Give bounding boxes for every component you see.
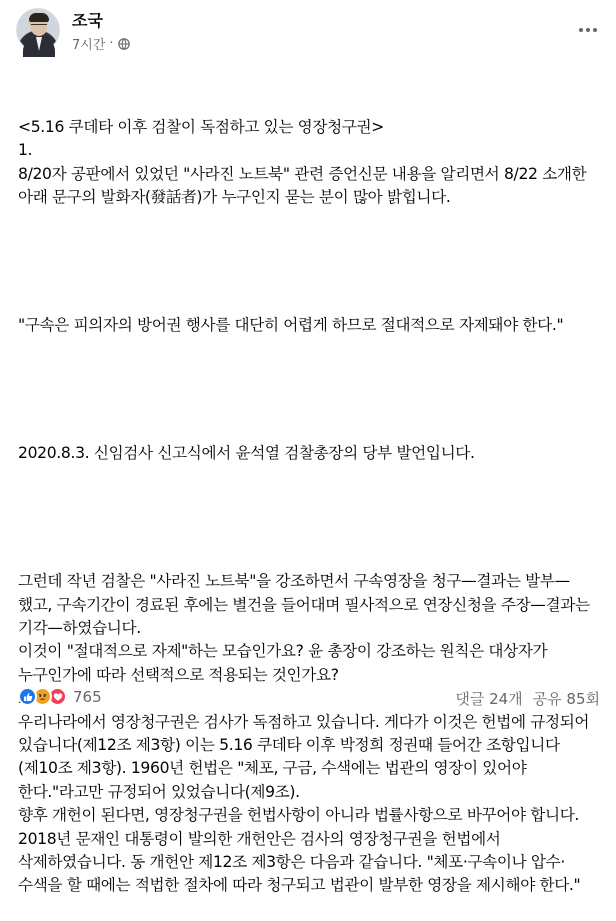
dot-icon <box>586 28 590 32</box>
post-paragraph: 그런데 작년 검찰은 "사라진 노트북"을 강조하면서 구속영장을 청구—결과는 발부—했고, 구속기간이 경료된 후에는 별건을 들어대며 필사적으로 연장신청을 주장—결과는 기각—하였습니다. 이것이 "절대적으로 자제"하는 모습인가요? 윤 총장이 강조하는 원칙은 대상자가 누구인가에 따라 선택적으로 적용되는 것인가요? 우리나라에서 영장청구권은 검사가 독점하고 있습니다. 게다가 이것은 헌법에 규정되어 있습니다(제12조 제3항) 이는 5.16 쿠데타 이후 박정희 정권때 들어간 조항입니다(제10조 제3항). 1960년 헌법은 "체포, 구금, 수색에는 법관의 영장이 있어야 한다."라고만 규정되어 있었습니다(제9조). 향후 개헌이 된다면, 영장청구권을 헌법사항이 아니라 법률사항으로 바꾸어야 합니다. 2018년 문재인 대통령이 발의한 개헌안은 검사의 영장청구권을 헌법에서 삭제하였습니다. 동 개헌안 제12조 제3항은 다음과 같습니다. "체포·구속이나 압수·수색을 할 때에는 적법한 절차에 따라 청구되고 법관이 발부한 영장을 제시해야 한다." <box>18 572 590 895</box>
post-footer <box>0 682 616 714</box>
dot-icon <box>593 28 597 32</box>
post-time[interactable]: 7시간 <box>72 38 106 53</box>
paragraph-gap <box>18 384 602 395</box>
avatar-hair <box>29 13 49 22</box>
more-options-button[interactable] <box>574 16 602 44</box>
reaction-count[interactable]: 765 <box>73 687 102 706</box>
globe-icon[interactable] <box>118 38 130 50</box>
avatar[interactable] <box>16 8 60 52</box>
paragraph-gap <box>18 512 602 523</box>
post-body <box>18 69 602 921</box>
post-meta <box>72 34 130 53</box>
author-name[interactable]: 조국 <box>72 11 103 30</box>
comment-count[interactable]: 댓글 24개 <box>455 690 523 708</box>
share-count[interactable]: 공유 85회 <box>532 690 600 708</box>
post-paragraph: 2020.8.3. 신임검사 신고식에서 윤석열 검찰총장의 당부 발언입니다. <box>18 444 475 463</box>
avatar-glasses <box>31 24 47 28</box>
paragraph-gap <box>18 256 602 267</box>
reactions-summary[interactable] <box>18 687 102 706</box>
dot-icon <box>579 28 583 32</box>
post-header <box>0 0 616 66</box>
post-paragraph: <5.16 쿠데타 이후 검찰이 독점하고 있는 영장청구권> 1. 8/20자 공판에서 있었던 "사라진 노트북" 관련 증언신문 내용을 알리면서 8/22 소개한 아래 문구의 발화자(發話者)가 누구인지 묻는 분이 많아 밝힙니다. <box>18 117 587 207</box>
post-paragraph: "구속은 피의자의 방어권 행사를 대단히 어렵게 하므로 절대적으로 자제돼야 한다." <box>18 316 564 335</box>
meta-separator: · <box>109 36 114 51</box>
engagement-counts <box>455 688 600 709</box>
like-icon <box>18 687 37 706</box>
